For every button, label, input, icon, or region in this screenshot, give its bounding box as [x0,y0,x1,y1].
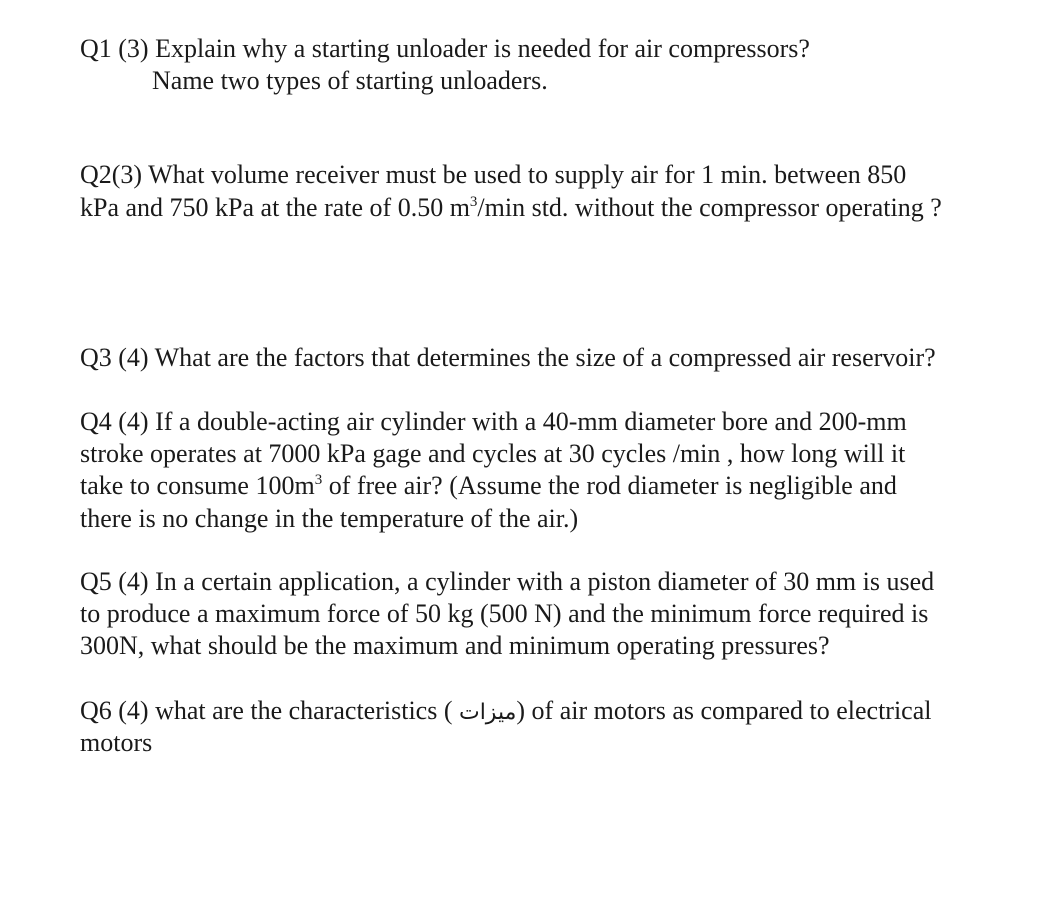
question-6-line-2: motors [80,728,153,757]
superscript-cubed: 3 [469,194,478,210]
question-4-line-3 [80,471,897,503]
question-4-line-4: there is no change in the temperature of the air.) [80,504,579,533]
question-4-line-3-text-a: take to consume 100m [80,471,315,500]
question-5-line-3: 300N, what should be the maximum and minimum operating pressures? [80,631,830,660]
question-3-line-1: Q3 (4) What are the factors that determines the size of a compressed air reservoir? [80,343,936,372]
question-2-line-1: Q2(3) What volume receiver must be used to supply air for 1 min. between 850 [80,160,907,189]
question-2-line-2 [80,193,942,225]
question-6-line-1-text-a: Q6 (4) what are the characteristics ( [80,696,459,725]
question-1-line-1: Q1 (3) Explain why a starting unloader is needed for air compressors? [80,34,810,63]
question-6-line-1 [80,696,931,728]
question-4-line-1: Q4 (4) If a double-acting air cylinder with a 40-mm diameter bore and 200-mm [80,407,907,436]
question-1-line-2: Name two types of starting unloaders. [152,66,548,95]
question-2-line-2-text-b: /min std. without the compressor operating ? [477,193,942,222]
superscript-cubed: 3 [314,472,323,488]
question-4-line-3-text-b: of free air? (Assume the rod diameter is negligible and [322,471,897,500]
question-4-line-2: stroke operates at 7000 kPa gage and cycles at 30 cycles /min , how long will it [80,439,906,468]
question-5-line-2: to produce a maximum force of 50 kg (500 N) and the minimum force required is [80,599,929,628]
question-2-line-2-text-a: kPa and 750 kPa at the rate of 0.50 m [80,193,470,222]
question-6-line-1-text-b: ) of air motors as compared to electrical [516,696,932,725]
arabic-term: ميزات [458,700,517,725]
question-5-line-1: Q5 (4) In a certain application, a cylinder with a piston diameter of 30 mm is used [80,567,935,596]
